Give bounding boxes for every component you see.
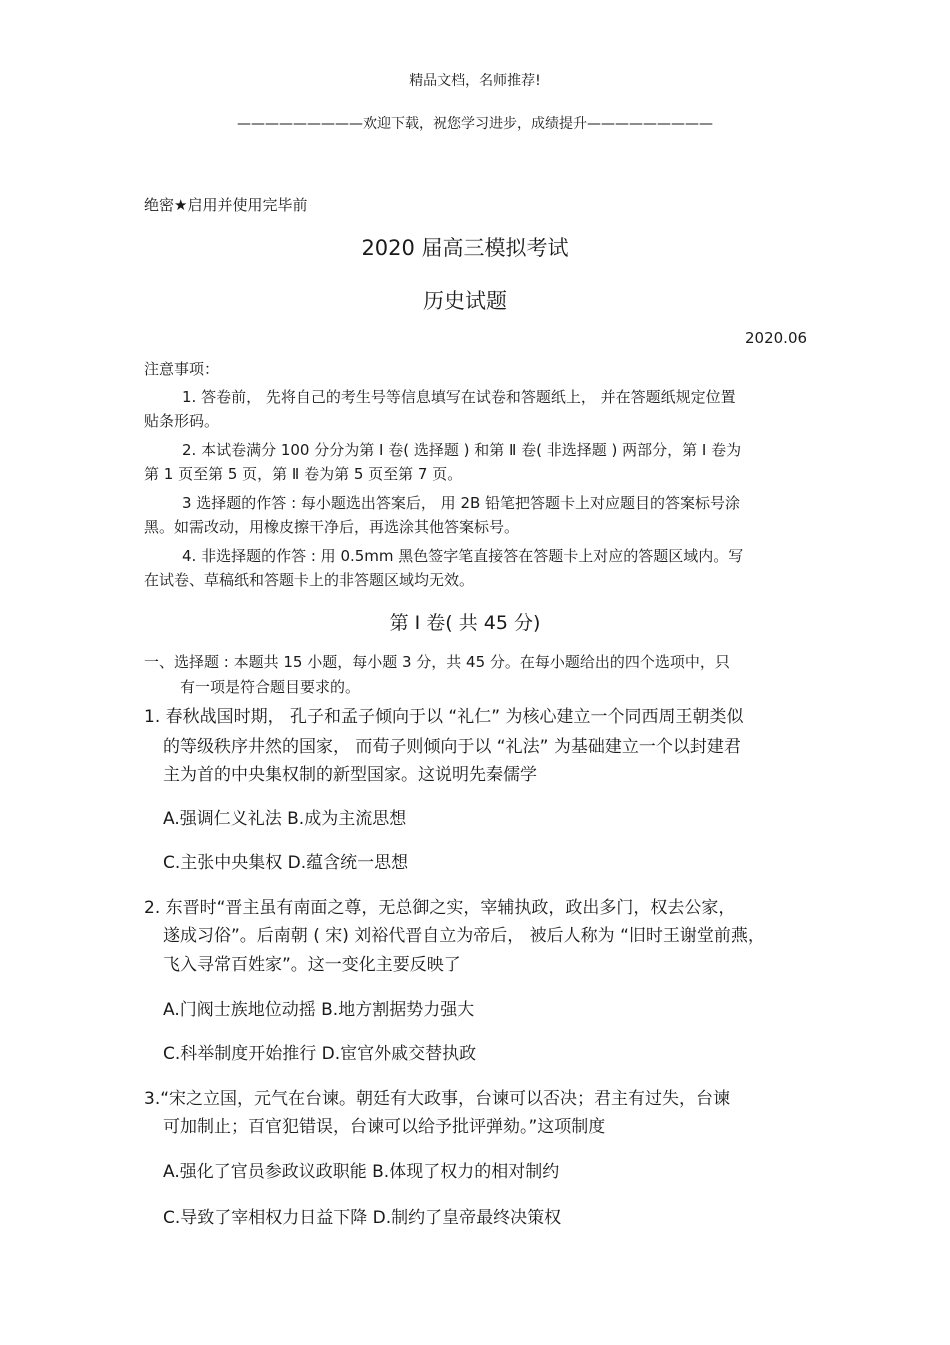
exam-date: 2020.06: [745, 329, 808, 347]
note-1-line-2: 贴条形码。: [144, 412, 220, 430]
question-1-line-2: 的等级秩序井然的国家， 而荀子则倾向于以 “礼法” 为基础建立一个以封建君: [163, 737, 741, 757]
note-2-line-1: 2. 本试卷满分 100 分分为第 Ⅰ 卷( 选择题 ) 和第 Ⅱ 卷( 非选择题 ) 两部分，第 Ⅰ 卷为: [182, 441, 742, 459]
question-3-options-cd: C.导致了宰相权力日益下降 D.制约了皇帝最终决策权: [163, 1208, 562, 1228]
exam-subtitle: 历史试题: [423, 289, 507, 313]
header-line-1: 精品文档，名师推荐!: [409, 73, 541, 89]
question-3-line-2: 可加制止；百官犯错误，台谏可以给予批评弹劾。”这项制度: [163, 1117, 606, 1137]
section-instruction-line-2: 有一项是符合题目要求的。: [180, 678, 361, 696]
confidential-label: 绝密★启用并使用完毕前: [144, 196, 308, 214]
question-2-line-3: 飞入寻常百姓家”。这一变化主要反映了: [163, 955, 461, 975]
notes-heading: 注意事项：: [144, 360, 220, 378]
note-4-line-2: 在试卷、草稿纸和答题卡上的非答题区域均无效。: [144, 571, 475, 589]
question-1-options-ab: A.强调仁义礼法 B.成为主流思想: [163, 809, 407, 829]
question-2-options-cd: C.科举制度开始推行 D.宦官外戚交替执政: [163, 1044, 477, 1064]
note-2-line-2: 第 1 页至第 5 页，第 Ⅱ 卷为第 5 页至第 7 页。: [144, 465, 463, 483]
section-title: 第 Ⅰ 卷( 共 45 分): [389, 612, 541, 634]
question-2-line-1: 2. 东晋时“晋主虽有南面之尊，无总御之实，宰辅执政，政出多门，权去公家，: [144, 898, 736, 918]
exam-title: 2020 届高三模拟考试: [361, 236, 569, 260]
question-2-line-2: 遂成习俗”。后南朝 ( 宋) 刘裕代晋自立为帝后， 被后人称为 “旧时王谢堂前燕，: [163, 926, 765, 946]
header-line-2: —————————欢迎下载，祝您学习进步，成绩提升—————————: [237, 116, 713, 132]
question-3-options-ab: A.强化了官员参政议政职能 B.体现了权力的相对制约: [163, 1162, 560, 1182]
question-1-options-cd: C.主张中央集权 D.蕴含统一思想: [163, 853, 409, 873]
note-3-line-2: 黑。如需改动，用橡皮擦干净后，再选涂其他答案标号。: [144, 518, 520, 536]
note-4-line-1: 4. 非选择题的作答 : 用 0.5mm 黑色签字笔直接答在答题卡上对应的答题区域内。写: [182, 547, 744, 565]
section-instruction-line-1: 一、选择题 : 本题共 15 小题，每小题 3 分，共 45 分。在每小题给出的四个选项中，只: [144, 653, 730, 671]
question-2-options-ab: A.门阀士族地位动摇 B.地方割据势力强大: [163, 1000, 475, 1020]
question-3-line-1: 3.“宋之立国，元气在台谏。朝廷有大政事，台谏可以否决；君主有过失，台谏: [144, 1089, 731, 1109]
note-3-line-1: 3 选择题的作答 : 每小题选出答案后， 用 2B 铅笔把答题卡上对应题目的答案标号涂: [182, 494, 741, 512]
note-1-line-1: 1. 答卷前， 先将自己的考生号等信息填写在试卷和答题纸上， 并在答题纸规定位置: [182, 388, 736, 406]
question-1-line-1: 1. 春秋战国时期， 孔子和孟子倾向于以 “礼仁” 为核心建立一个同西周王朝类似: [144, 707, 744, 727]
question-1-line-3: 主为首的中央集权制的新型国家。这说明先秦儒学: [163, 765, 537, 785]
